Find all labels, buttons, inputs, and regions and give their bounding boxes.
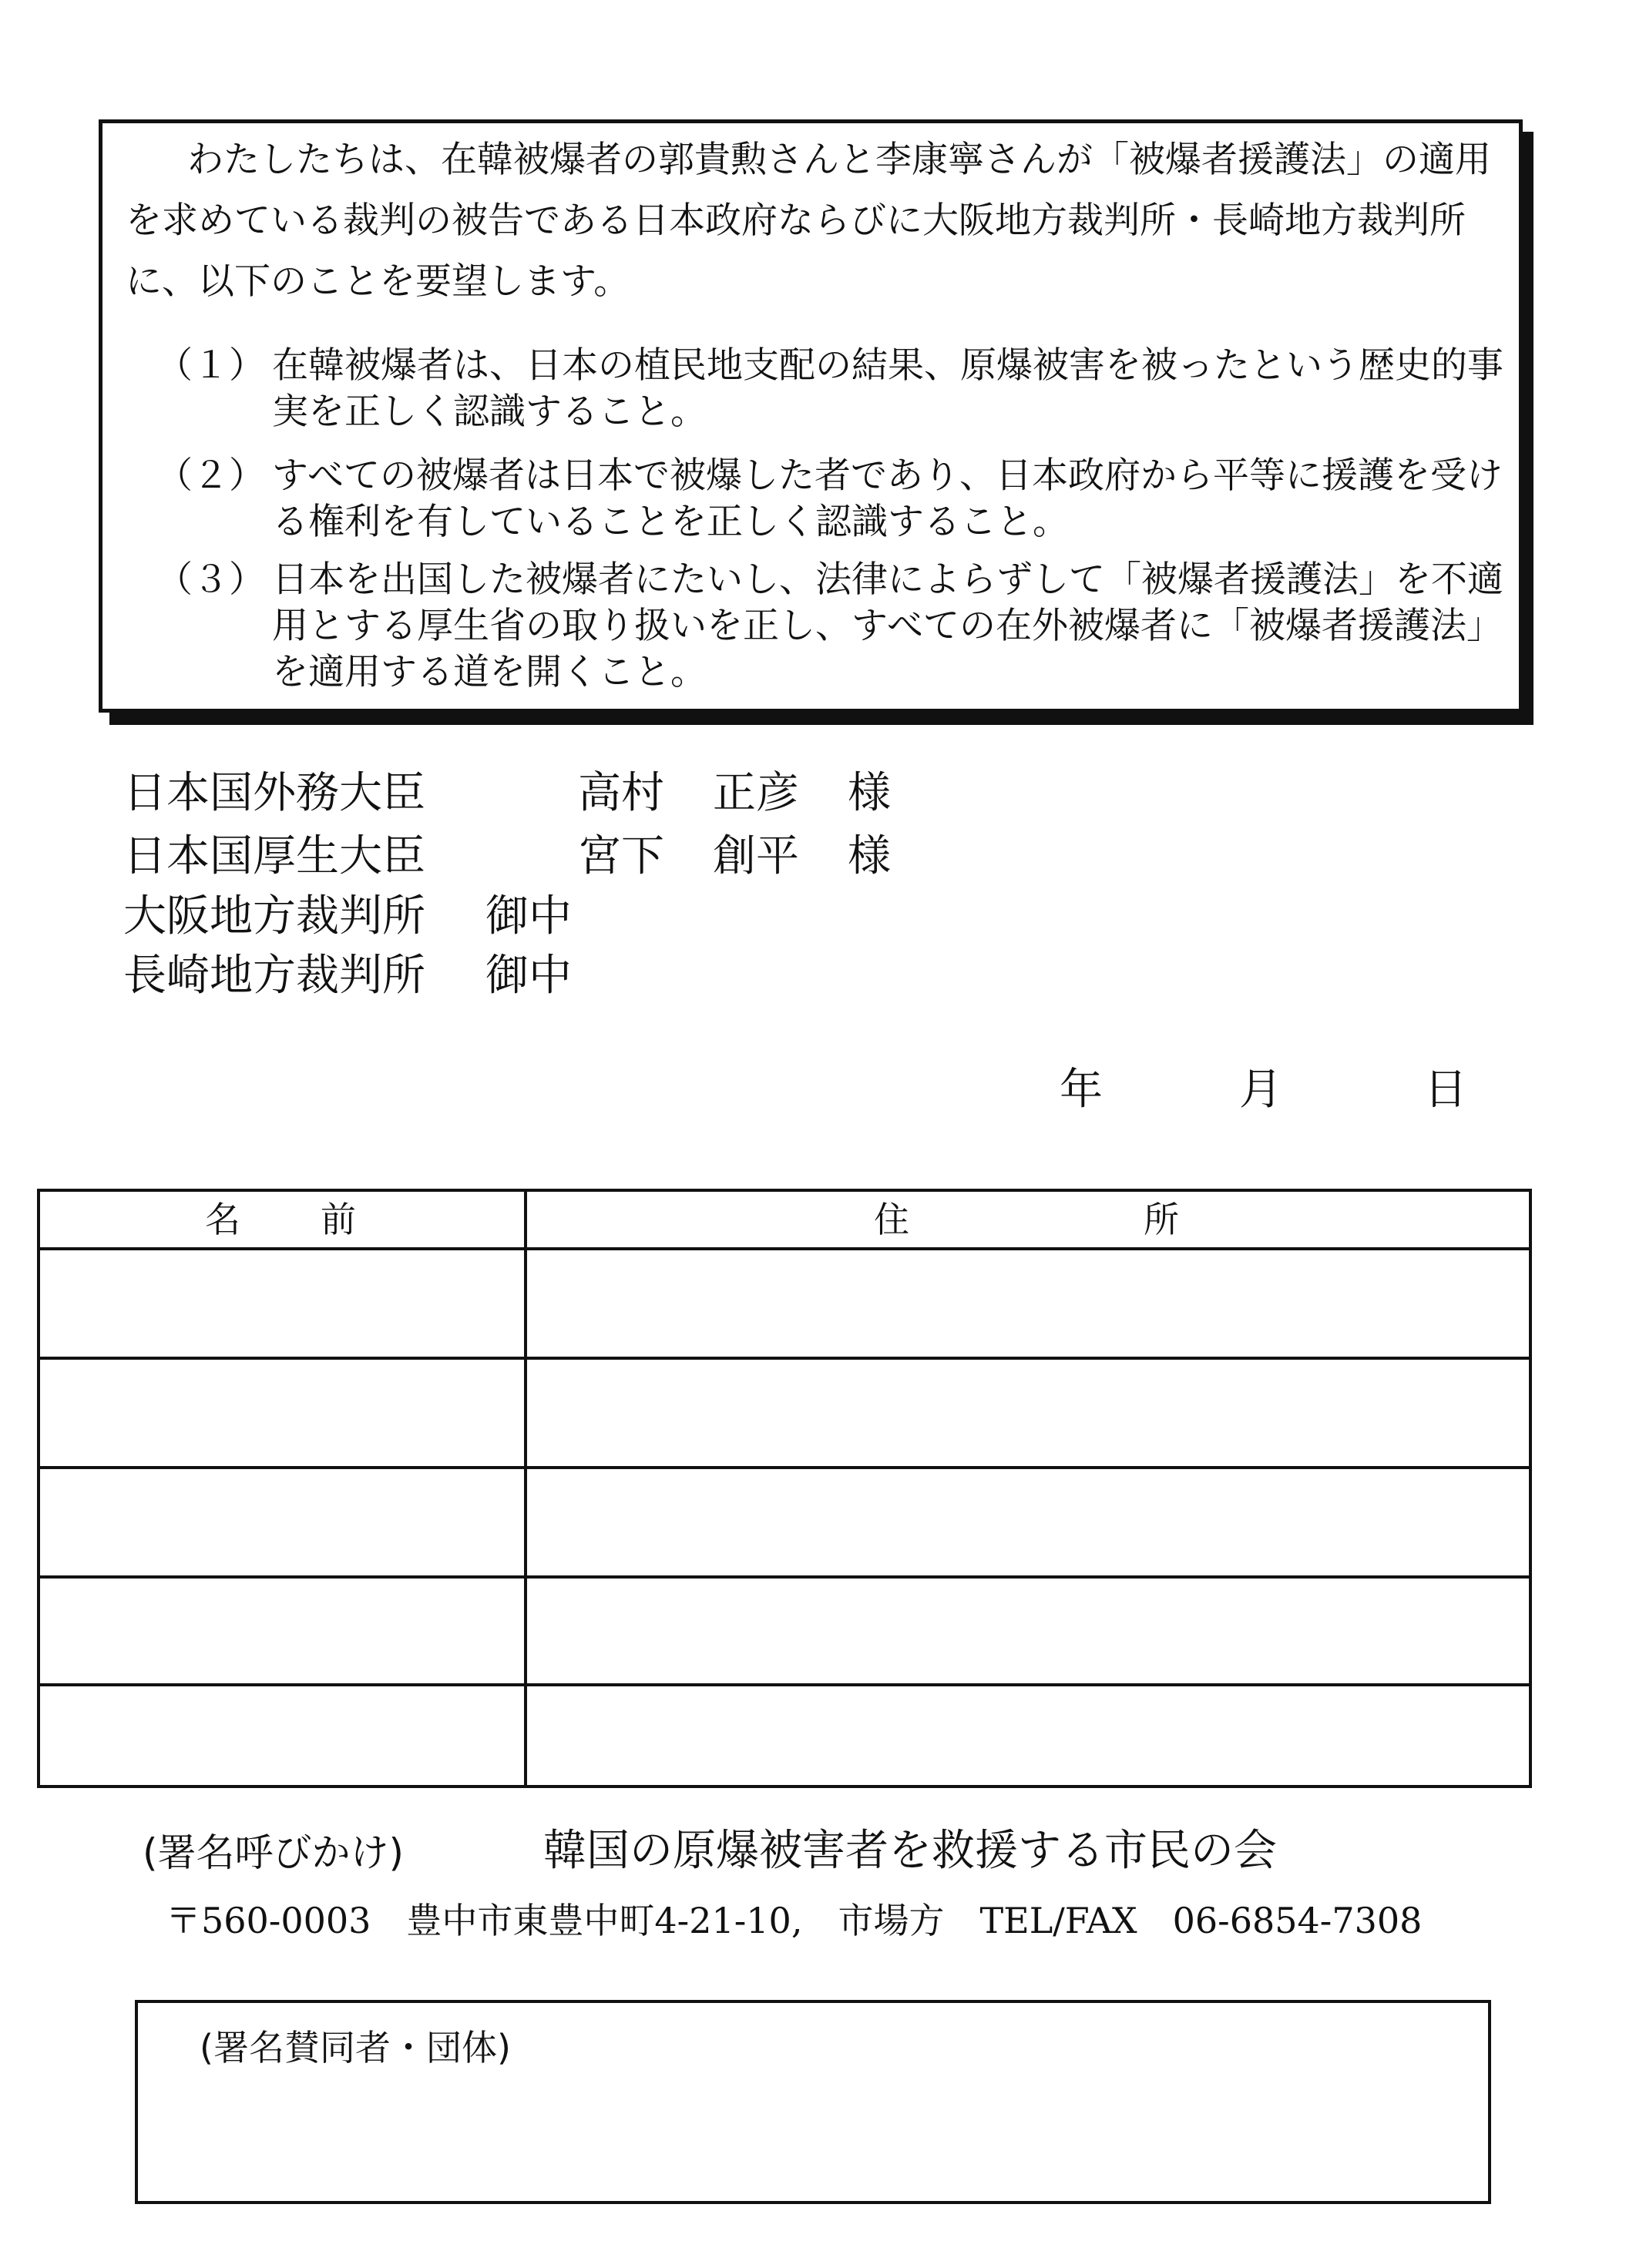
addressee-org: 日本国外務大臣 bbox=[123, 768, 425, 818]
signature-row[interactable] bbox=[40, 1250, 1529, 1358]
demand-text: すべての被爆者は日本で被爆した者であり、日本政府から平等に援護を受ける権利を有していることを正しく認識すること。 bbox=[272, 455, 1503, 543]
supporter-box[interactable] bbox=[135, 2000, 1491, 2204]
demand-item-1 bbox=[156, 343, 1513, 435]
signature-row[interactable] bbox=[40, 1469, 1529, 1577]
addressee-org: 日本国厚生大臣 bbox=[123, 831, 425, 881]
demand-text: 在韓被爆者は、日本の植民地支配の結果、原爆被害を被ったという歴史的事実を正しく認識すること。 bbox=[272, 344, 1503, 433]
addressee-honorific: 御中 bbox=[485, 951, 572, 1001]
addressee-surname: 宮下 bbox=[578, 831, 664, 881]
signature-row[interactable] bbox=[40, 1360, 1529, 1468]
signature-row[interactable] bbox=[40, 1579, 1529, 1685]
signature-row[interactable] bbox=[40, 1686, 1529, 1787]
demand-number: （３） bbox=[156, 559, 265, 601]
demand-item-3 bbox=[156, 557, 1513, 696]
addressee-honorific: 様 bbox=[848, 831, 891, 881]
demand-number: （１） bbox=[156, 344, 265, 387]
supporter-label: (署名賛同者・団体) bbox=[200, 2027, 511, 2068]
address-column-header: 住 所 bbox=[874, 1199, 1182, 1240]
petition-intro: わたしたちは、在韓被爆者の郭貴勲さんと李康寧さんが「被爆者援護法」の適用を求めている裁判の被告である日本政府ならびに大阪地方裁判所・長崎地方裁判所に、以下のことを要望します。 bbox=[126, 139, 1491, 303]
addressee-org: 大阪地方裁判所 bbox=[123, 891, 425, 941]
date-month-label: 月 bbox=[1239, 1065, 1282, 1115]
date-day-label: 日 bbox=[1424, 1065, 1467, 1115]
demand-text: 日本を出国した被爆者にたいし、法律によらずして「被爆者援護法」を不適用とする厚生省の取り扱いを正し、すべての在外被爆者に「被爆者援護法」を適用する道を開くこと。 bbox=[272, 559, 1503, 693]
organizer-name: 韓国の原爆被害者を救援する市民の会 bbox=[543, 1826, 1277, 1876]
addressee-honorific: 様 bbox=[848, 768, 891, 818]
name-column-header: 名 前 bbox=[205, 1199, 359, 1240]
addressee-given-name: 創平 bbox=[713, 831, 799, 881]
addressee-honorific: 御中 bbox=[485, 891, 572, 941]
organizer-address: 〒560-0003 豊中市東豊中町4-21-10, 市場方 TEL/FAX 06-6854-7308 bbox=[166, 1900, 1423, 1941]
addressee-given-name: 正彦 bbox=[713, 768, 799, 818]
demand-item-2 bbox=[156, 453, 1513, 545]
demand-number: （２） bbox=[156, 455, 265, 497]
date-year-label: 年 bbox=[1060, 1065, 1103, 1115]
addressee-surname: 高村 bbox=[578, 768, 664, 818]
addressee-org: 長崎地方裁判所 bbox=[123, 951, 425, 1001]
signature-call-label: (署名呼びかけ) bbox=[143, 1830, 405, 1875]
signature-table bbox=[37, 1189, 1532, 1788]
petition-box bbox=[99, 119, 1523, 713]
